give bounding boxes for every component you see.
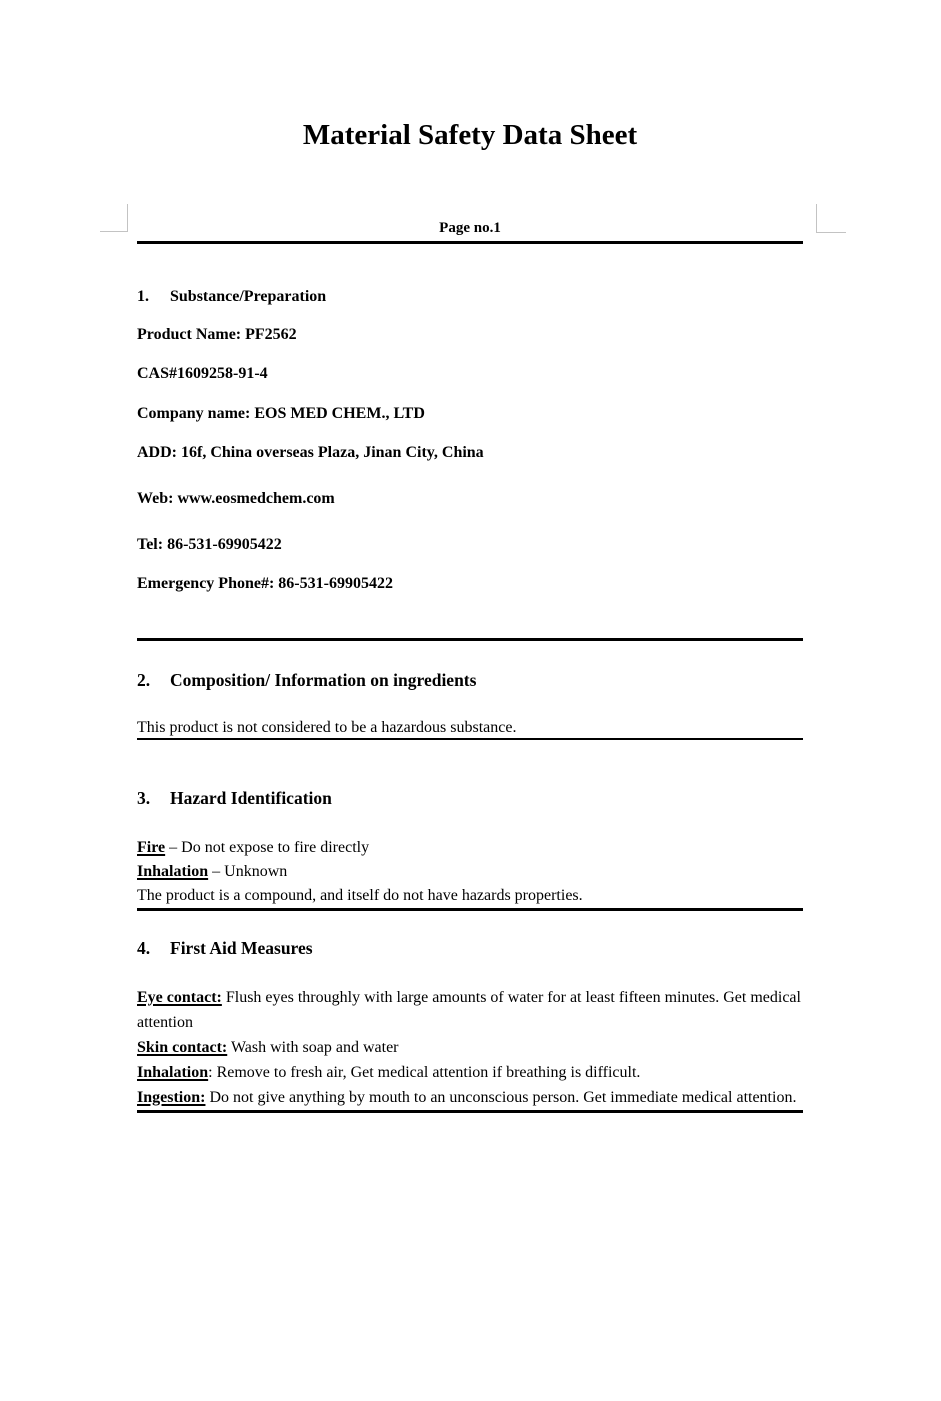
first-aid-eye-contact	[137, 985, 803, 1035]
section-2-number: 2.	[137, 670, 151, 690]
crop-mark-top-right	[816, 204, 846, 233]
telephone-line: Tel: 86-531-69905422	[137, 536, 282, 553]
section-3-number: 3.	[137, 788, 151, 808]
document-title: Material Safety Data Sheet	[302, 119, 638, 151]
hazard-fire-label: Fire	[137, 839, 166, 856]
first-aid-inhalation	[137, 1060, 803, 1085]
section-1-heading-text: Substance/Preparation	[170, 288, 327, 305]
page-number-label: Page no.1	[439, 220, 501, 236]
ingestion-text: Do not give anything by mouth to an unconscious person. Get immediate medical attention.	[205, 1089, 797, 1106]
first-aid-ingestion	[137, 1085, 803, 1110]
hazard-fire-line	[137, 836, 803, 860]
company-name-line: Company name: EOS MED CHEM., LTD	[137, 405, 425, 422]
address-line: ADD: 16f, China overseas Plaza, Jinan City, China	[137, 444, 484, 461]
hazard-inhalation-text: – Unknown	[208, 863, 288, 880]
section-3-heading-text: Hazard Identification	[170, 788, 332, 808]
section-1-number: 1.	[137, 288, 149, 305]
first-aid-skin-contact	[137, 1035, 803, 1060]
ingestion-label: Ingestion:	[137, 1089, 206, 1106]
section-4-number: 4.	[137, 938, 151, 958]
document-body	[137, 114, 803, 1113]
hazard-inhalation-label: Inhalation	[137, 863, 209, 880]
section-3-heading	[137, 786, 803, 810]
skin-contact-label: Skin contact:	[137, 1039, 228, 1056]
section-1-heading	[137, 286, 803, 307]
section-divider	[137, 908, 803, 911]
section-divider	[137, 1110, 803, 1113]
hazard-note-line: The product is a compound, and itself do not have hazards properties.	[137, 887, 583, 904]
section-composition	[137, 668, 803, 740]
composition-statement: This product is not considered to be a hazardous substance.	[137, 718, 803, 740]
cas-number-line: CAS#1609258-91-4	[137, 365, 268, 382]
section-first-aid	[137, 936, 803, 1110]
skin-contact-text: Wash with soap and water	[227, 1039, 399, 1056]
section-4-heading-text: First Aid Measures	[170, 938, 313, 958]
hazard-fire-text: – Do not expose to fire directly	[165, 839, 370, 856]
section-hazard-identification	[137, 786, 803, 908]
page	[0, 114, 941, 1401]
page-header	[137, 218, 803, 244]
section-substance-preparation	[137, 286, 803, 594]
eye-contact-text: Flush eyes throughly with large amounts of water for at least fifteen minutes. Get medical attention	[137, 989, 801, 1031]
emergency-phone-line: Emergency Phone#: 86-531-69905422	[137, 575, 393, 592]
product-name-line: Product Name: PF2562	[137, 326, 297, 343]
section-2-heading	[137, 668, 803, 692]
inhalation-label: Inhalation	[137, 1064, 209, 1081]
section-divider	[137, 638, 803, 641]
crop-mark-top-left	[100, 204, 128, 232]
inhalation-text: : Remove to fresh air, Get medical attention if breathing is difficult.	[208, 1064, 641, 1081]
hazard-inhalation-line	[137, 860, 803, 884]
section-4-heading	[137, 936, 803, 960]
website-line: Web: www.eosmedchem.com	[137, 490, 335, 507]
eye-contact-label: Eye contact:	[137, 989, 222, 1006]
section-2-heading-text: Composition/ Information on ingredients	[170, 670, 477, 690]
